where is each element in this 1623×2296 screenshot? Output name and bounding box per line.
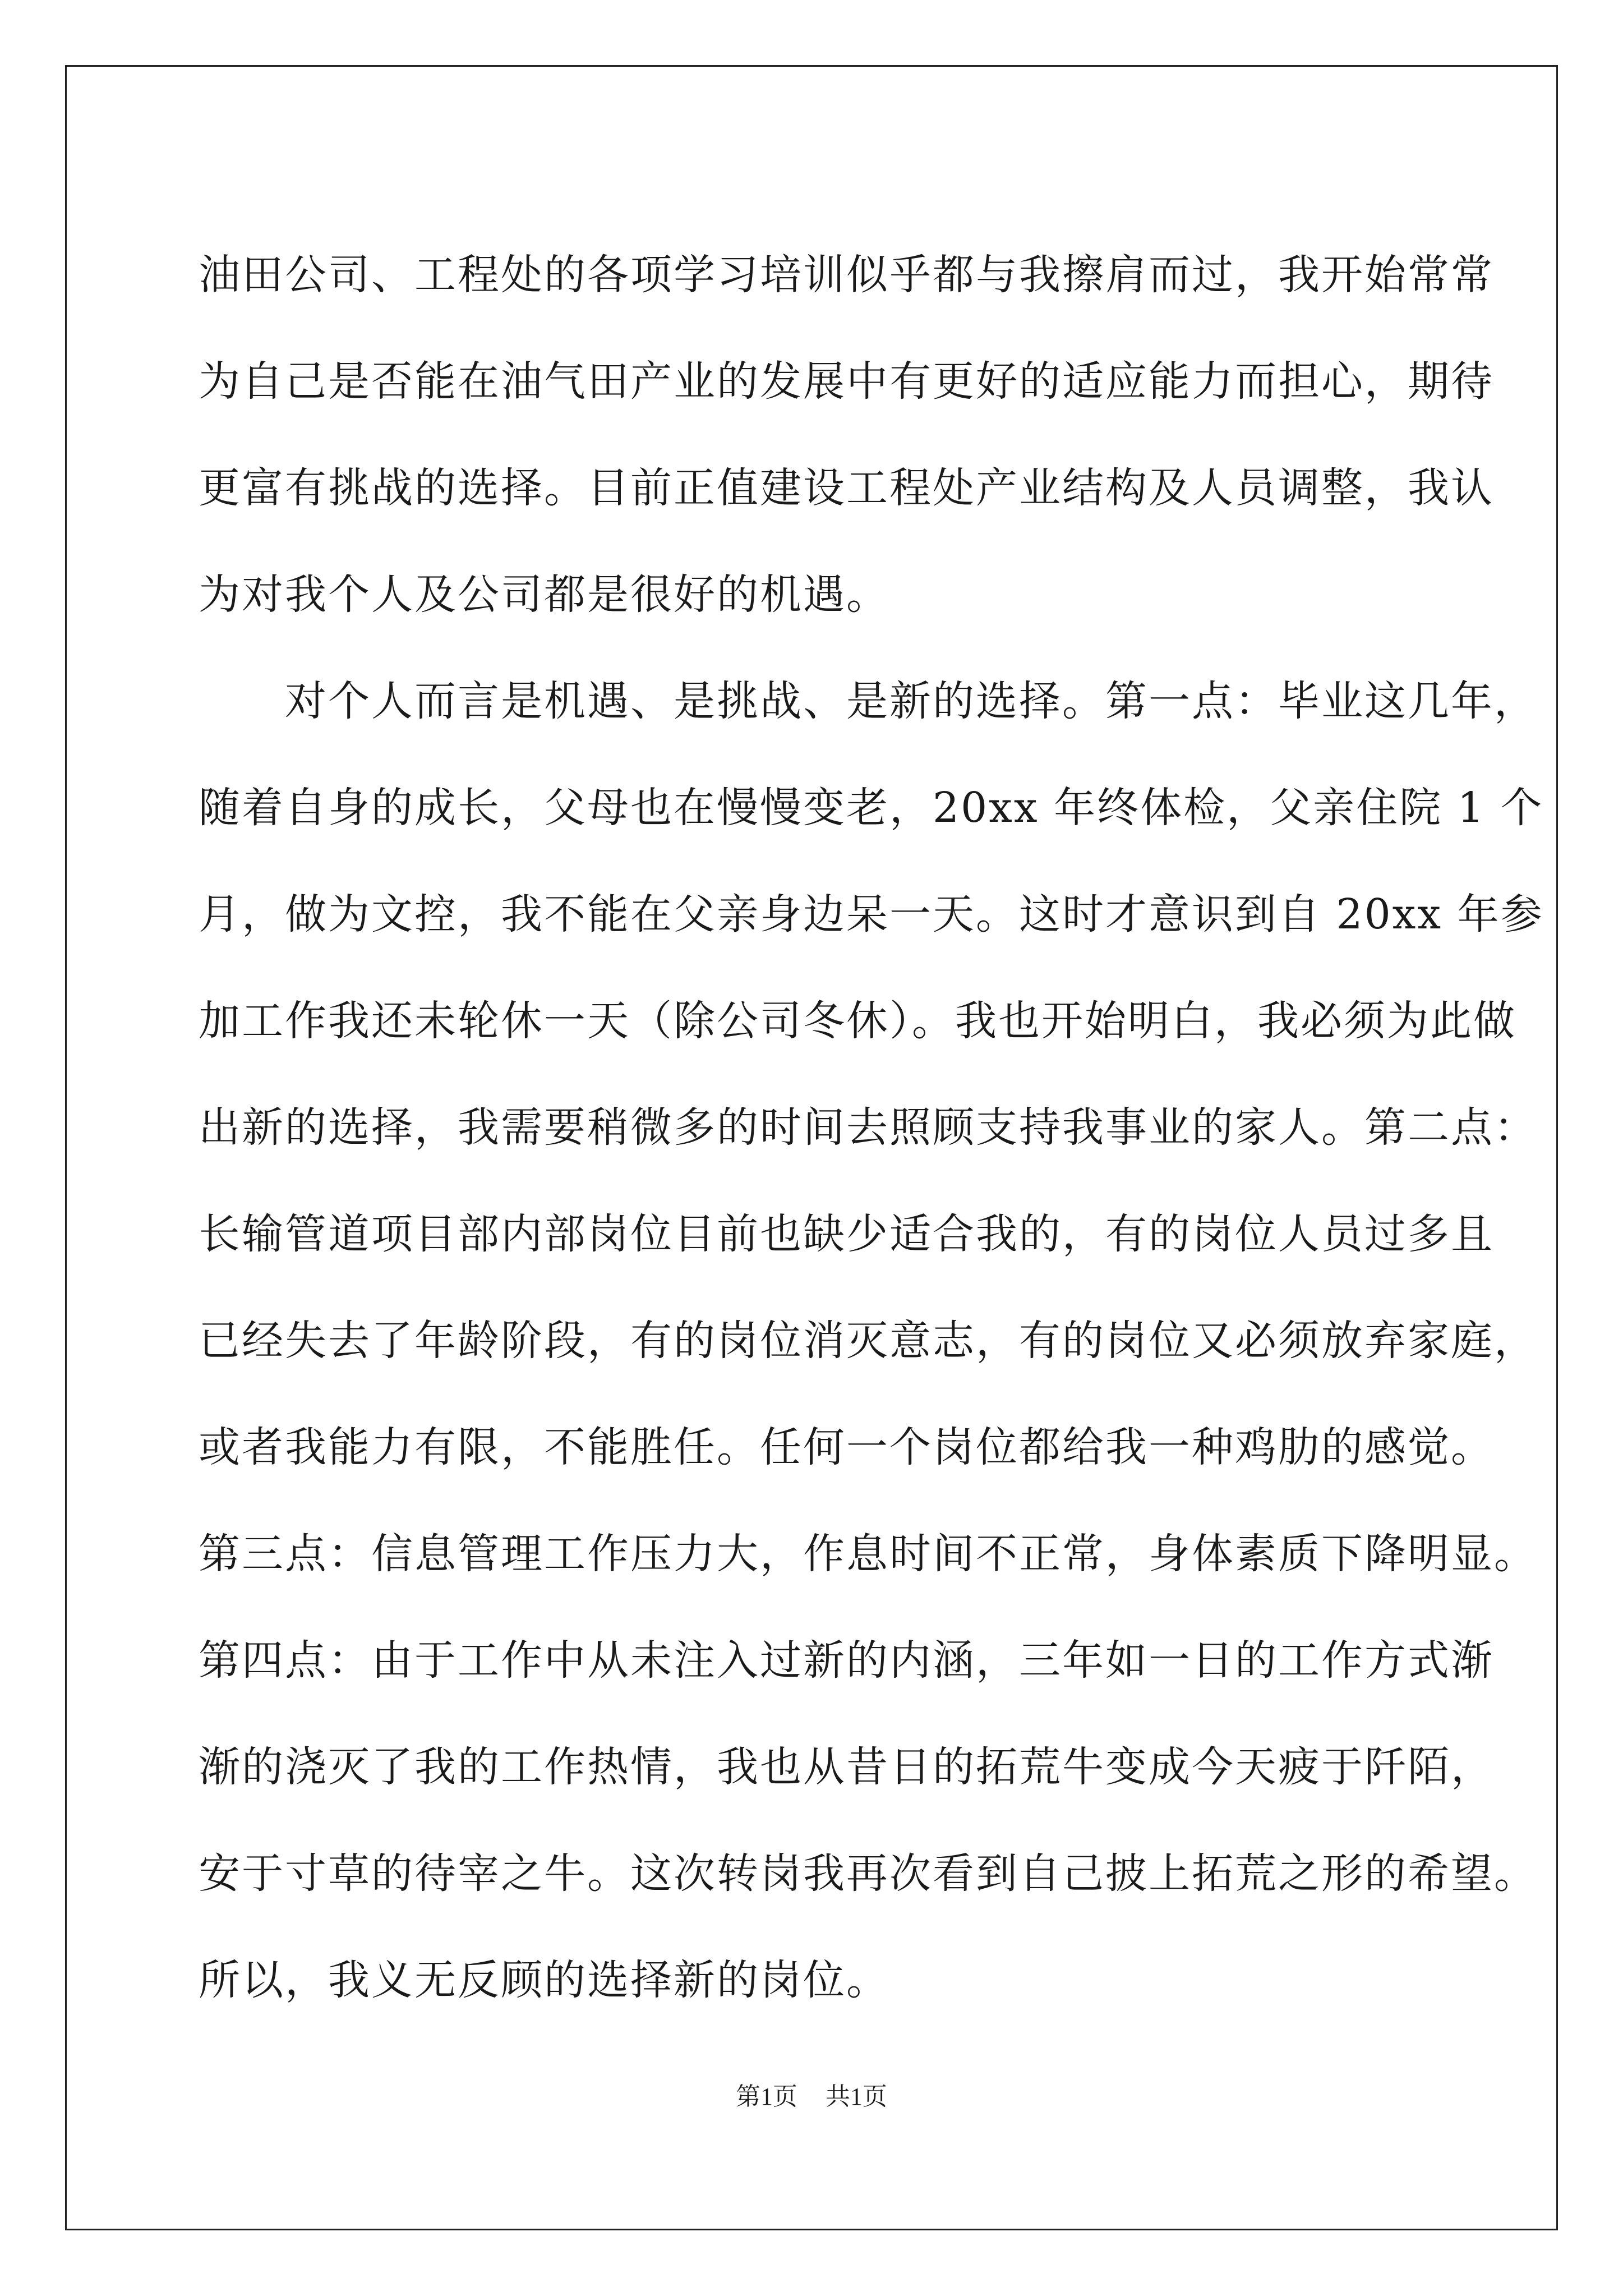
text-line: 月，做为文控，我不能在父亲身边呆一天。这时才意识到自 20xx 年参 (199, 890, 1544, 938)
text-line: 出新的选择，我需要稍微多的时间去照顾支持我事业的家人。第二点： (199, 1103, 1537, 1152)
text-line: 所以，我义无反顾的选择新的岗位。 (199, 1956, 889, 2004)
text-line: 为对我个人及公司都是很好的机遇。 (199, 570, 889, 619)
text-line: 加工作我还未轮休一天（除公司冬休）。我也开始明白，我必须为此做 (199, 997, 1516, 1045)
text-line: 随着自身的成长，父母也在慢慢变老，20xx 年终体检，父亲住院 1 个 (199, 784, 1544, 832)
text-line: 安于寸草的待宰之牛。这次转岗我再次看到自己披上拓荒之形的希望。 (199, 1849, 1537, 1898)
page-footer (0, 2080, 1623, 2114)
text-line: 油田公司、工程处的各项学习培训似乎都与我擦肩而过，我开始常常 (199, 251, 1494, 299)
document-body (199, 222, 1544, 2033)
text-line: 第三点：信息管理工作压力大，作息时间不正常，身体素质下降明显。 (199, 1530, 1537, 1578)
page-number-total: 共1页 (826, 2083, 887, 2110)
text-line: 对个人而言是机遇、是挑战、是新的选择。第一点：毕业这几年， (199, 677, 1537, 725)
text-line: 第四点：由于工作中从未注入过新的内涵，三年如一日的工作方式渐 (199, 1636, 1494, 1685)
text-line: 长输管道项目部内部岗位目前也缺少适合我的，有的岗位人员过多且 (199, 1210, 1494, 1258)
text-line: 或者我能力有限，不能胜任。任何一个岗位都给我一种鸡肋的感觉。 (199, 1423, 1494, 1471)
page-number-current: 第1页 (736, 2083, 797, 2110)
text-line: 已经失去了年龄阶段，有的岗位消灭意志，有的岗位又必须放弃家庭， (199, 1317, 1537, 1365)
text-line: 为自己是否能在油气田产业的发展中有更好的适应能力而担心，期待 (199, 357, 1494, 406)
text-line: 更富有挑战的选择。目前正值建设工程处产业结构及人员调整，我认 (199, 464, 1494, 512)
text-line: 渐的浇灭了我的工作热情，我也从昔日的拓荒牛变成今天疲于阡陌， (199, 1743, 1494, 1791)
